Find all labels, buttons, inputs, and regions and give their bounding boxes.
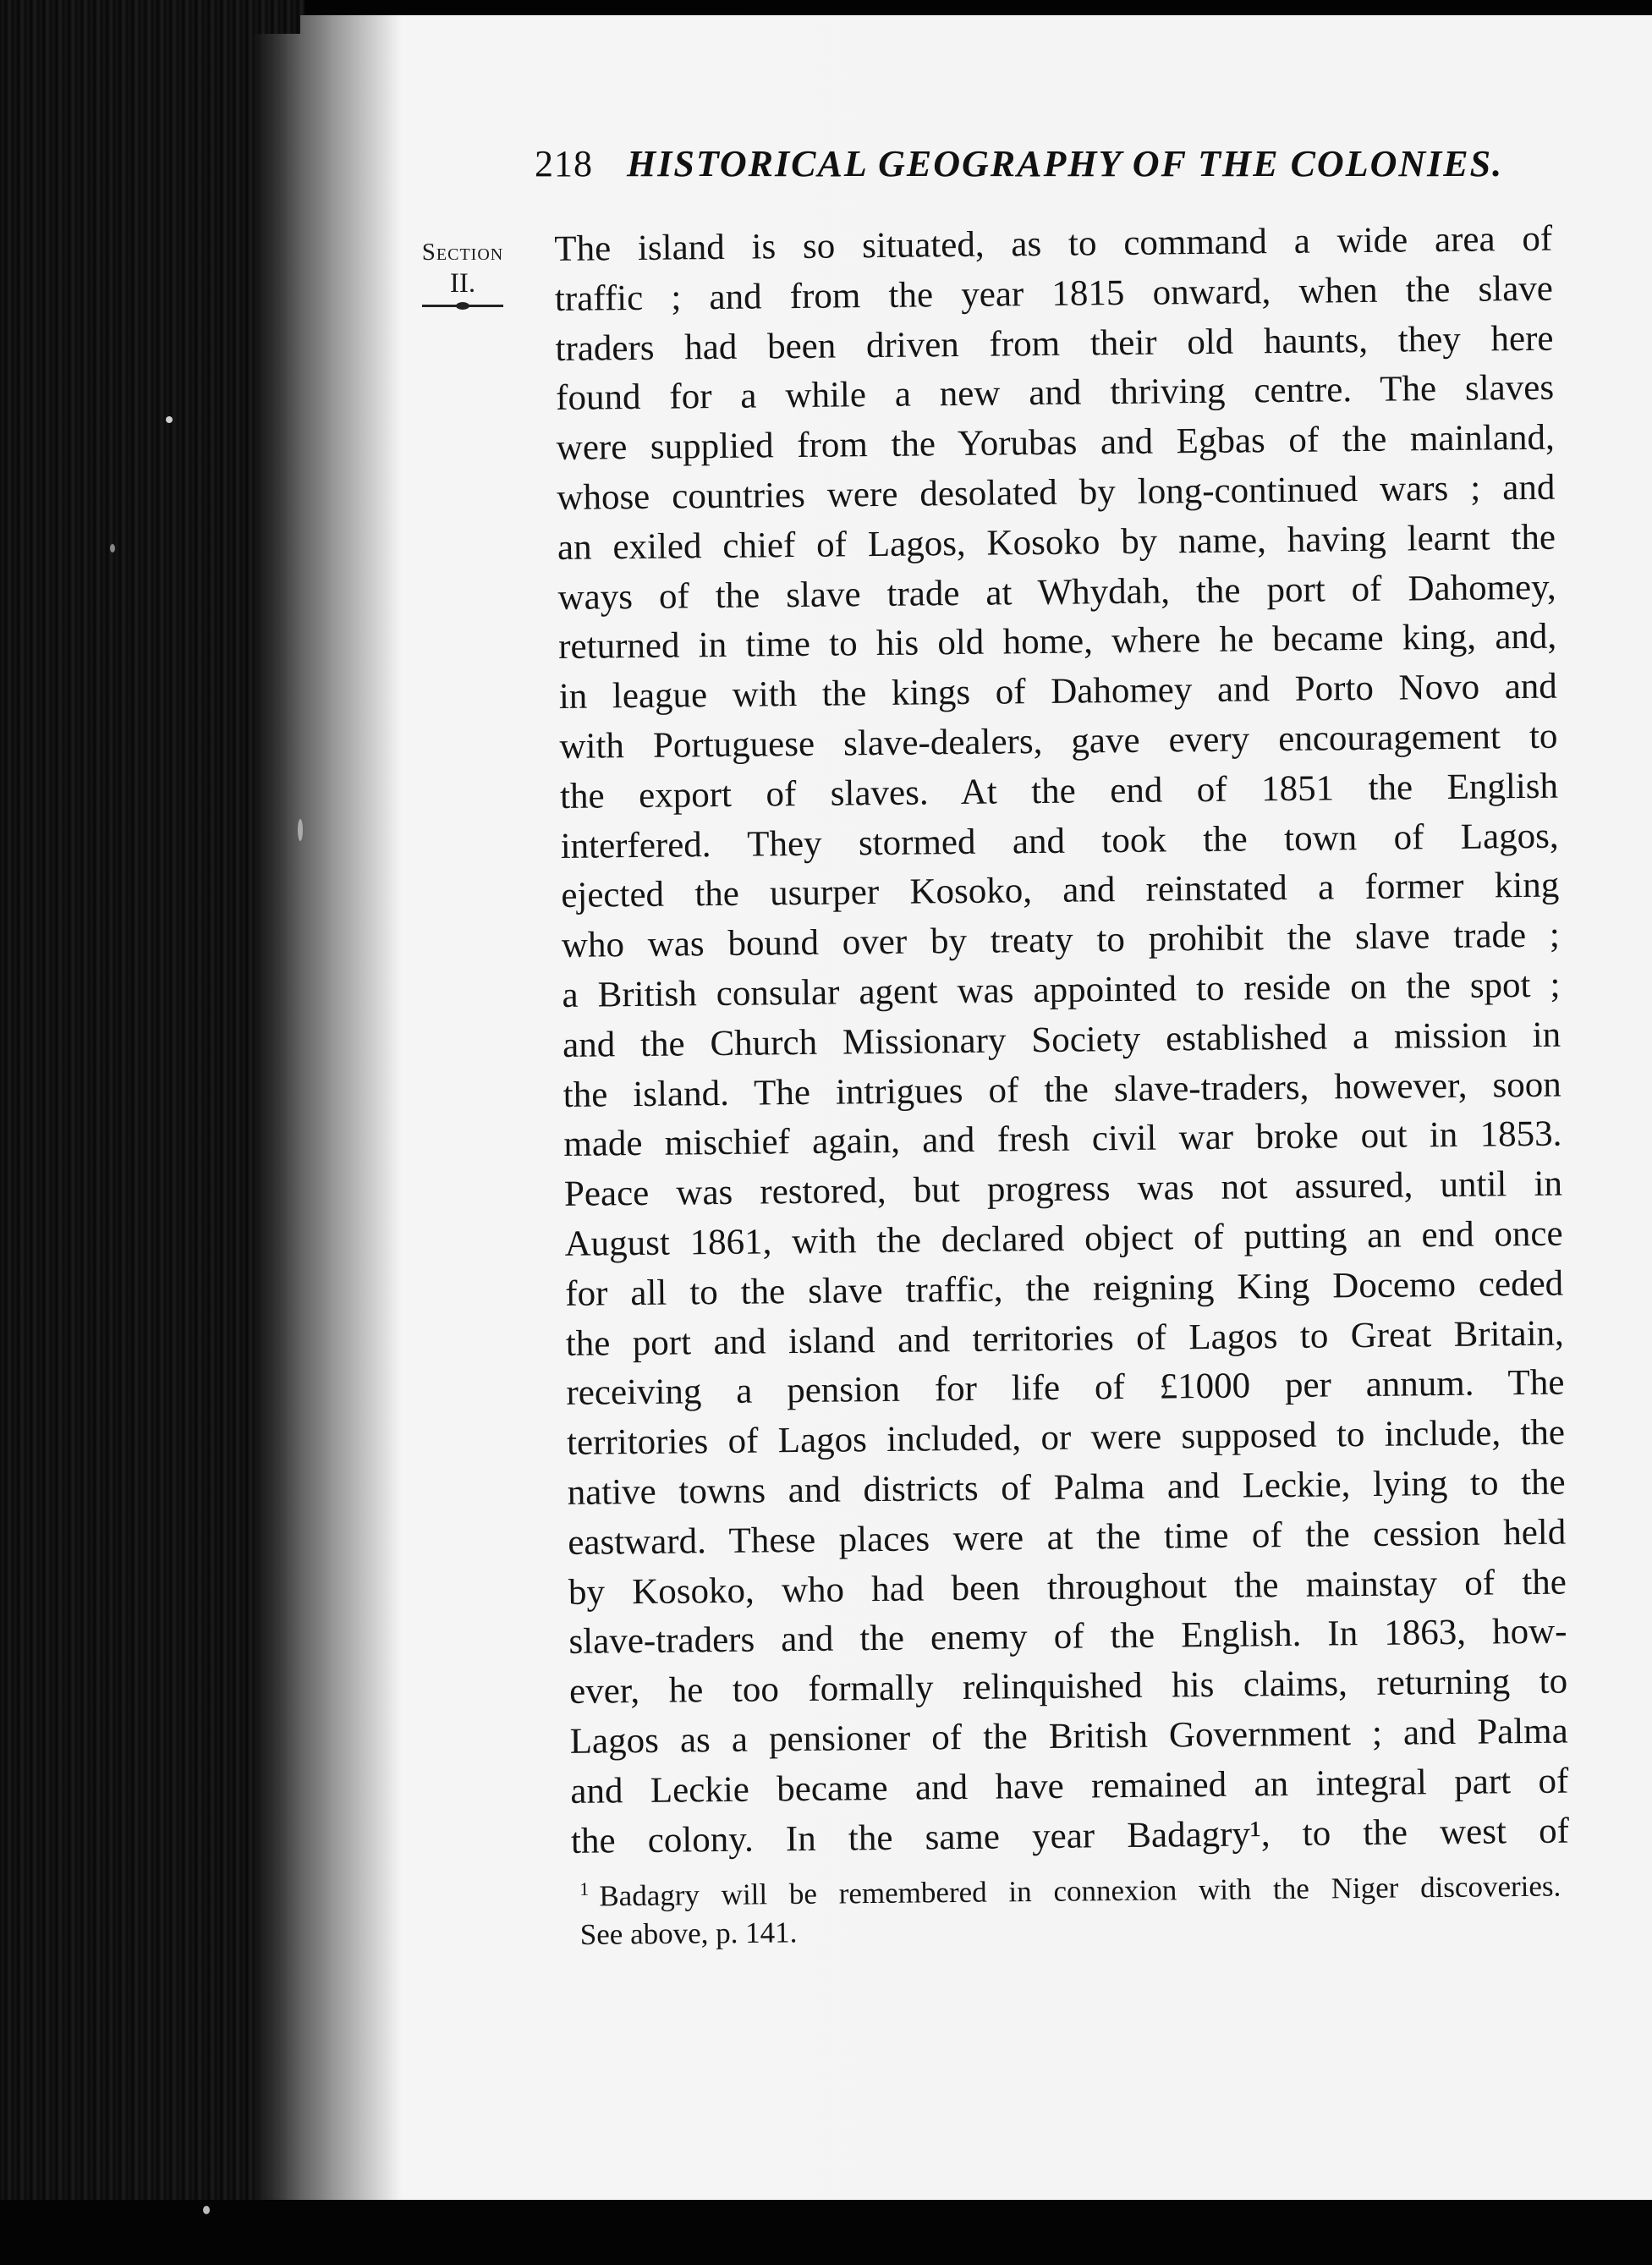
text-line: ways of the slave trade at Whydah, the port of Dahomey, <box>557 567 1556 618</box>
ornament-rule <box>422 305 503 307</box>
scan-bottom-border <box>0 2200 1652 2265</box>
text-line: Peace was restored, but progress was not assured, until in <box>563 1163 1563 1215</box>
text-line: the port and island and territories of Lagos to Great Britain, <box>565 1313 1565 1364</box>
text-line: receiving a pension for life of £1000 per annum. The <box>566 1362 1565 1414</box>
text-line: an exiled chief of Lagos, Kosoko by name, having learnt the <box>557 517 1556 568</box>
text-line: August 1861, with the declared object of putting an end once <box>564 1213 1563 1264</box>
text-line: found for a while a new and thriving centre. The slaves <box>555 368 1555 419</box>
text-line: eastward. These places were at the time of the cession held <box>568 1512 1567 1563</box>
text-line: a British consular agent was appointed to reside on the spot ; <box>562 965 1561 1015</box>
body-paragraph <box>554 215 1569 1867</box>
text-line: interfered. They stormed and took the town of Lagos, <box>560 816 1559 866</box>
text-line: the island. The intrigues of the slave-traders, however, soon <box>563 1064 1561 1115</box>
text-line: ejected the usurper Kosoko, and reinstated a former king <box>561 865 1560 916</box>
text-line: ever, he too formally relinquished his claims, returning to <box>568 1661 1568 1712</box>
text-line: in league with the kings of Dahomey and Porto Novo and <box>558 666 1558 717</box>
footnote <box>579 1860 1561 1954</box>
text-line: returned in time to his old home, where he became king, and, <box>557 616 1557 668</box>
text-line: native towns and districts of Palma and Leckie, lying to the <box>567 1462 1566 1513</box>
page-number: 218 <box>535 143 593 184</box>
footnote-line-2: See above, p. 141. <box>579 1915 798 1951</box>
text-line: and Leckie became and have remained an integral part of <box>570 1761 1569 1811</box>
footnote-mark: 1 <box>579 1877 590 1899</box>
text-line: The island is so situated, as to command a wide area of <box>554 218 1553 269</box>
text-line: traders had been driven from their old haunts, they here <box>555 318 1554 369</box>
section-number: II. <box>449 268 476 299</box>
running-head <box>535 142 1516 185</box>
text-line: and the Church Missionary Society established a mission in <box>562 1014 1561 1065</box>
text-line: traffic ; and from the year 1815 onward, when the slave <box>554 268 1554 319</box>
text-line: by Kosoko, who had been throughout the mainstay of the <box>568 1562 1567 1613</box>
text-line: were supplied from the Yorubas and Egbas of the mainland, <box>556 417 1555 469</box>
text-line: the export of slaves. At the end of 1851 the English <box>559 766 1559 816</box>
text-line: whose countries were desolated by long-continued wars ; and <box>557 467 1556 518</box>
text-line: Lagos as a pensioner of the British Government ; and Palma <box>569 1711 1568 1762</box>
gutter-shadow <box>300 15 402 2236</box>
text-line: for all to the slave traffic, the reigning King Docemo ceded <box>564 1263 1564 1314</box>
text-line: the colony. In the same year Badagry¹, to the west of <box>570 1811 1570 1861</box>
text-line: who was bound over by treaty to prohibit the slave trade ; <box>561 915 1561 966</box>
text-line: made mischief again, and fresh civil war broke out in 1853. <box>563 1113 1562 1165</box>
section-word: Section <box>421 239 504 266</box>
text-line: with Portuguese slave-dealers, gave every encouragement to <box>559 716 1558 767</box>
running-title: HISTORICAL GEOGRAPHY OF THE COLONIES. <box>627 143 1504 184</box>
footnote-text-1: Badagry will be remembered in connexion with the Niger discoveries. <box>599 1869 1561 1913</box>
section-margin-note <box>399 239 526 307</box>
text-line: slave-traders and the enemy of the English. In 1863, how- <box>568 1611 1567 1663</box>
text-line: territories of Lagos included, or were supposed to include, the <box>566 1412 1566 1464</box>
